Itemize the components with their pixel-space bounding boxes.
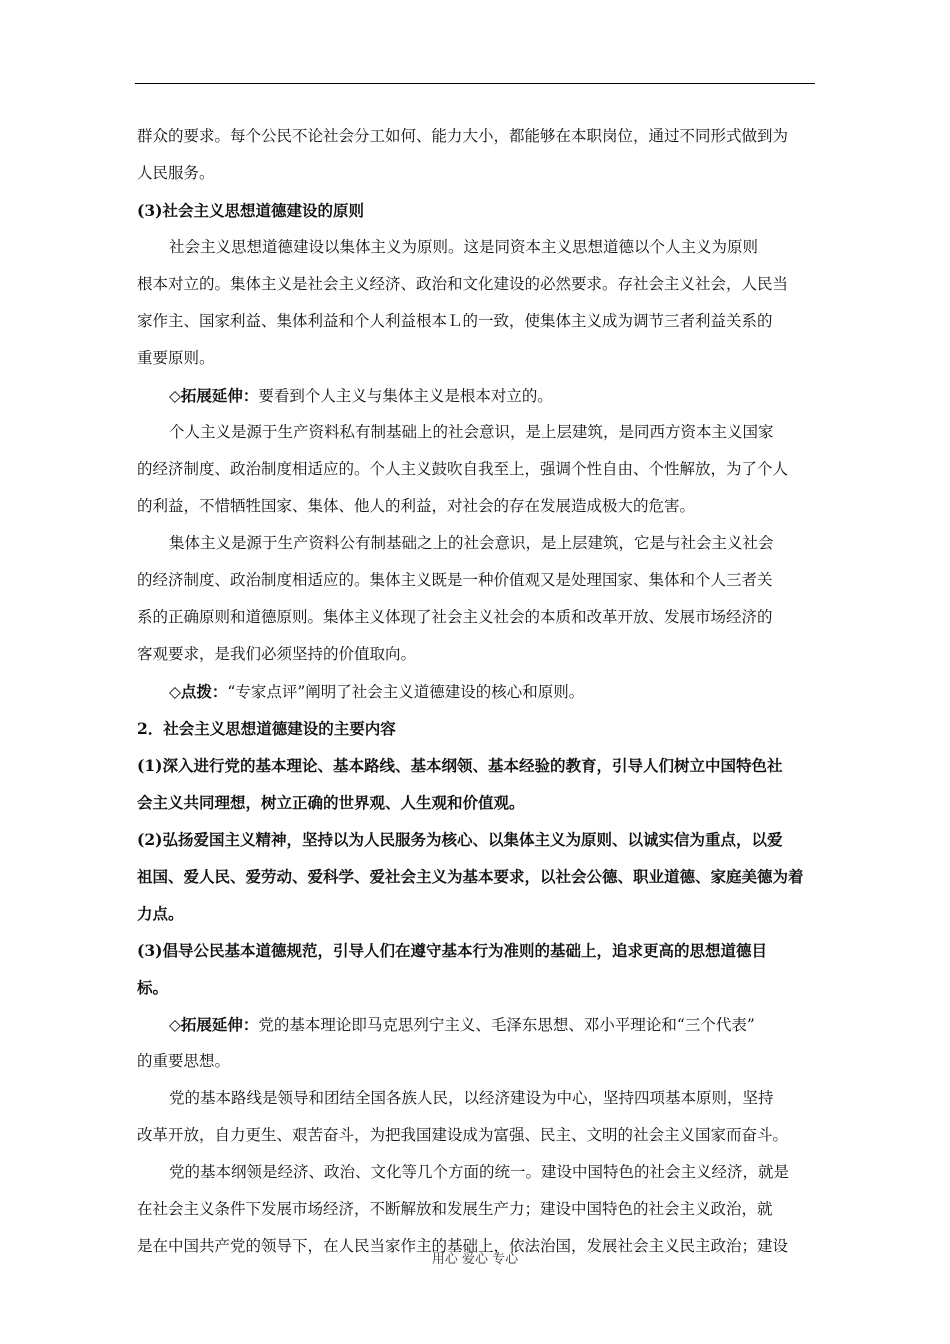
text-line: 的经济制度、政治制度相适应的。个人主义鼓吹自我至上，强调个性自由、个性解放，为了个人 bbox=[137, 460, 789, 478]
text-line: 系的正确原则和道德原则。集体主义体现了社会主义社会的本质和改革开放、发展市场经济的 bbox=[137, 608, 773, 626]
bold-line: 祖国、爱人民、爱劳动、爱科学、爱社会主义为基本要求，以社会公德、职业道德、家庭美德为着 bbox=[137, 867, 804, 886]
text-line: 人民服务。 bbox=[137, 164, 215, 182]
text-line: 客观要求，是我们必须坚持的价值取向。 bbox=[137, 645, 417, 663]
text-line: 党的基本纲领是经济、政治、文化等几个方面的统一。建设中国特色的社会主义经济，就是 bbox=[169, 1163, 790, 1181]
note-line bbox=[137, 377, 815, 414]
text-line: 家作主、国家利益、集体利益和个人利益根本Ｌ的一致，使集体主义成为调节三者利益关系的 bbox=[137, 312, 773, 330]
note-text: “专家点评”阐明了社会主义道德建设的核心和原则。 bbox=[227, 683, 585, 701]
note-label: ◇点拨： bbox=[169, 682, 228, 701]
section-heading: (3)社会主义思想道德建设的原则 bbox=[137, 201, 364, 220]
bold-line: (2)弘扬爱国主义精神，坚持以为人民服务为核心、以集体主义为原则、以诚实信为重点，以爱 bbox=[137, 830, 783, 849]
note-line bbox=[137, 673, 815, 710]
bold-line: 会主义共同理想，树立正确的世界观、人生观和价值观。 bbox=[137, 793, 525, 812]
text-line: 的利益，不惜牺牲国家、集体、他人的利益，对社会的存在发展造成极大的危害。 bbox=[137, 497, 696, 515]
section-heading: 2．社会主义思想道德建设的主要内容 bbox=[137, 719, 396, 738]
text-line: 群众的要求。每个公民不论社会分工如何、能力大小，都能够在本职岗位，通过不同形式做到为 bbox=[137, 127, 789, 145]
text-line: 个人主义是源于生产资料私有制基础上的社会意识，是上层建筑，是同西方资本主义国家 bbox=[169, 423, 774, 441]
bold-line: (1)深入进行党的基本理论、基本路线、基本纲领、基本经验的教育，引导人们树立中国特色社 bbox=[137, 756, 783, 775]
page-footer: 用心 爱心 专心 bbox=[431, 1252, 519, 1267]
header-rule bbox=[135, 83, 815, 84]
bold-line: (3)倡导公民基本道德规范，引导人们在遵守基本行为准则的基础上，追求更高的思想道德目 bbox=[137, 941, 767, 960]
text-line: 社会主义思想道德建设以集体主义为原则。这是同资本主义思想道德以个人主义为原则 bbox=[169, 238, 759, 256]
text-line: 根本对立的。集体主义是社会主义经济、政治和文化建设的必然要求。存社会主义社会，人民当 bbox=[137, 275, 789, 293]
note-label: ◇拓展延伸： bbox=[169, 386, 259, 405]
text-line: 重要原则。 bbox=[137, 349, 215, 367]
text-line: 改革开放，自力更生、艰苦奋斗，为把我国建设成为富强、民主、文明的社会主义国家而奋斗。 bbox=[137, 1126, 789, 1144]
bold-line: 力点。 bbox=[137, 904, 184, 923]
note-label: ◇拓展延伸： bbox=[169, 1015, 259, 1034]
text-line: 是在中国共产党的领导下，在人民当家作主的基础上，依法治国，发展社会主义民主政治；建设 bbox=[137, 1237, 789, 1255]
note-text: 要看到个人主义与集体主义是根本对立的。 bbox=[258, 387, 553, 405]
text-line: 党的基本路线是领导和团结全国各族人民，以经济建设为中心，坚持四项基本原则，坚持 bbox=[169, 1089, 774, 1107]
text-line: 的重要思想。 bbox=[137, 1052, 231, 1070]
text-line: 的经济制度、政治制度相适应的。集体主义既是一种价值观又是处理国家、集体和个人三者关 bbox=[137, 571, 773, 589]
bold-line: 标。 bbox=[137, 978, 169, 997]
text-line: 集体主义是源于生产资料公有制基础之上的社会意识，是上层建筑，它是与社会主义社会 bbox=[169, 534, 774, 552]
note-text: 党的基本理论即马克思列宁主义、毛泽东思想、邓小平理论和“三个代表” bbox=[258, 1016, 755, 1034]
document-body bbox=[137, 118, 815, 1265]
text-line: 在社会主义条件下发展市场经济，不断解放和发展生产力；建设中国特色的社会主义政治，就 bbox=[137, 1200, 773, 1218]
note-line bbox=[137, 1006, 815, 1043]
